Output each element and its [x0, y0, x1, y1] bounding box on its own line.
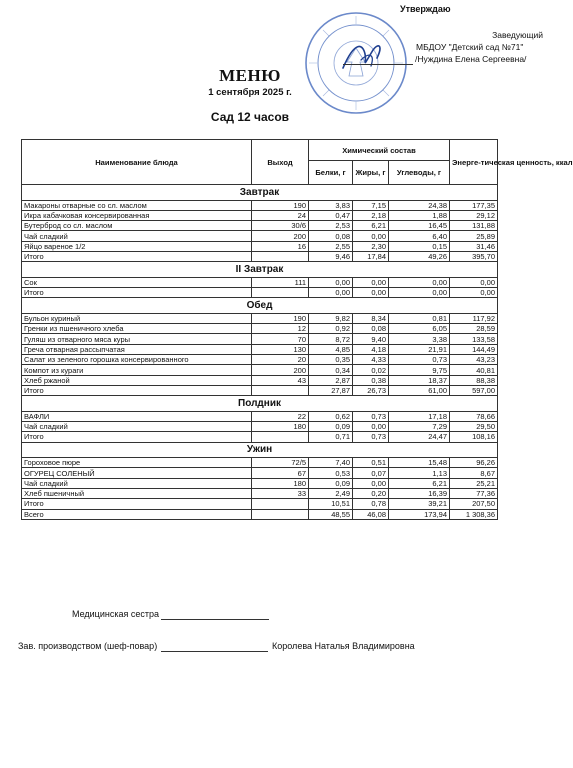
dish-carbs: 18,37 — [389, 375, 450, 385]
page-title: МЕНЮ — [219, 66, 281, 85]
grand-total-protein: 48,55 — [309, 509, 353, 519]
dish-energy: 29,12 — [450, 210, 498, 220]
dish-name: ОГУРЕЦ СОЛЕНЫЙ — [22, 468, 252, 478]
section-header-row — [22, 442, 498, 458]
dish-fat: 0,38 — [353, 375, 389, 385]
dish-protein: 0,09 — [309, 478, 353, 488]
table-row — [22, 478, 498, 488]
dish-energy: 117,92 — [450, 313, 498, 323]
dish-protein: 2,53 — [309, 221, 353, 231]
table-row — [22, 200, 498, 210]
dish-fat: 0,00 — [353, 231, 389, 241]
table-row — [22, 422, 498, 432]
dish-output: 22 — [252, 411, 309, 421]
dish-output: 190 — [252, 313, 309, 323]
total-protein: 0,00 — [309, 288, 353, 298]
dish-carbs: 0,00 — [389, 277, 450, 287]
dish-protein: 7,40 — [309, 458, 353, 468]
total-label: Итого — [22, 499, 252, 509]
dish-output: 30/6 — [252, 221, 309, 231]
dish-carbs: 21,91 — [389, 344, 450, 354]
dish-protein: 8,72 — [309, 334, 353, 344]
approval-position: Заведующий — [492, 30, 543, 40]
col-fat-header: Жиры, г — [353, 161, 389, 185]
nurse-signature-line — [161, 619, 269, 620]
dish-fat: 9,40 — [353, 334, 389, 344]
dish-name: Гороховое пюре — [22, 458, 252, 468]
total-carbs: 61,00 — [389, 385, 450, 395]
table-row — [22, 313, 498, 323]
dish-energy: 0,00 — [450, 277, 498, 287]
table-row — [22, 344, 498, 354]
dish-name: Яйцо вареное 1/2 — [22, 241, 252, 251]
dish-name: Икра кабачковая консервированная — [22, 210, 252, 220]
dish-carbs: 0,81 — [389, 313, 450, 323]
total-output — [252, 251, 309, 261]
dish-carbs: 1,13 — [389, 468, 450, 478]
dish-protein: 2,55 — [309, 241, 353, 251]
approval-name: /Нуждина Елена Сергеевна/ — [415, 54, 527, 64]
dish-energy: 25,21 — [450, 478, 498, 488]
dish-carbs: 6,40 — [389, 231, 450, 241]
chef-label: Зав. производством (шеф-повар) — [18, 641, 158, 651]
dish-fat: 0,00 — [353, 422, 389, 432]
section-total-row — [22, 385, 498, 395]
dish-fat: 6,21 — [353, 221, 389, 231]
grand-total-carbs: 173,94 — [389, 509, 450, 519]
section-total-row — [22, 432, 498, 442]
dish-carbs: 16,39 — [389, 489, 450, 499]
dish-fat: 0,02 — [353, 365, 389, 375]
dish-name: Гренки из пшеничного хлеба — [22, 324, 252, 334]
section-header-row — [22, 396, 498, 412]
dish-fat: 2,18 — [353, 210, 389, 220]
dish-carbs: 1,88 — [389, 210, 450, 220]
dish-energy: 31,46 — [450, 241, 498, 251]
dish-energy: 177,35 — [450, 200, 498, 210]
total-label: Итого — [22, 385, 252, 395]
total-energy: 0,00 — [450, 288, 498, 298]
dish-fat: 0,20 — [353, 489, 389, 499]
dish-output: 20 — [252, 355, 309, 365]
nurse-label: Медицинская сестра — [72, 609, 159, 619]
dish-carbs: 7,29 — [389, 422, 450, 432]
total-carbs: 49,26 — [389, 251, 450, 261]
dish-energy: 28,59 — [450, 324, 498, 334]
dish-name: Сок — [22, 277, 252, 287]
dish-name: Чай сладкий — [22, 231, 252, 241]
total-fat: 0,73 — [353, 432, 389, 442]
total-carbs: 39,21 — [389, 499, 450, 509]
dish-energy: 96,26 — [450, 458, 498, 468]
dish-output: 72/5 — [252, 458, 309, 468]
total-fat: 0,78 — [353, 499, 389, 509]
dish-protein: 4,85 — [309, 344, 353, 354]
dish-carbs: 16,45 — [389, 221, 450, 231]
total-protein: 27,87 — [309, 385, 353, 395]
total-carbs: 0,00 — [389, 288, 450, 298]
dish-name: Макароны отварные со сл. маслом — [22, 200, 252, 210]
dish-protein: 0,53 — [309, 468, 353, 478]
dish-name: Гуляш из отварного мяса куры — [22, 334, 252, 344]
dish-protein: 9,82 — [309, 313, 353, 323]
section-title: Ужин — [22, 442, 498, 458]
total-fat: 26,73 — [353, 385, 389, 395]
dish-energy: 40,81 — [450, 365, 498, 375]
table-row — [22, 411, 498, 421]
dish-carbs: 0,15 — [389, 241, 450, 251]
dish-name: Компот из кураги — [22, 365, 252, 375]
dish-energy: 77,36 — [450, 489, 498, 499]
dish-energy: 25,89 — [450, 231, 498, 241]
total-protein: 10,51 — [309, 499, 353, 509]
grand-total-fat: 46,08 — [353, 509, 389, 519]
dish-fat: 4,33 — [353, 355, 389, 365]
dish-energy: 133,58 — [450, 334, 498, 344]
dish-protein: 0,47 — [309, 210, 353, 220]
menu-table — [21, 139, 573, 520]
dish-carbs: 24,38 — [389, 200, 450, 210]
chef-name: Королева Наталья Владимировна — [272, 641, 415, 651]
dish-output: 24 — [252, 210, 309, 220]
dish-name: Хлеб ржаной — [22, 375, 252, 385]
dish-protein: 0,34 — [309, 365, 353, 375]
signature-line — [343, 64, 413, 65]
dish-carbs: 9,75 — [389, 365, 450, 375]
dish-output: 200 — [252, 365, 309, 375]
dish-output: 200 — [252, 231, 309, 241]
dish-protein: 2,49 — [309, 489, 353, 499]
col-chem-header: Химический состав — [309, 140, 450, 161]
section-title: II Завтрак — [22, 262, 498, 278]
table-row — [22, 277, 498, 287]
dish-output: 67 — [252, 468, 309, 478]
total-protein: 9,46 — [309, 251, 353, 261]
dish-output: 12 — [252, 324, 309, 334]
dish-name: Бутерброд со сл. маслом — [22, 221, 252, 231]
menu-table-body — [22, 185, 498, 520]
total-label: Итого — [22, 432, 252, 442]
dish-fat: 0,08 — [353, 324, 389, 334]
section-title: Полдник — [22, 396, 498, 412]
dish-energy: 43,23 — [450, 355, 498, 365]
organization-stamp — [303, 10, 409, 116]
col-protein-header: Белки, г — [309, 161, 353, 185]
total-energy: 108,16 — [450, 432, 498, 442]
dish-energy: 29,50 — [450, 422, 498, 432]
dish-carbs: 6,21 — [389, 478, 450, 488]
menu-date: 1 сентября 2025 г. — [208, 87, 292, 98]
dish-fat: 2,30 — [353, 241, 389, 251]
table-row — [22, 221, 498, 231]
dish-protein: 0,00 — [309, 277, 353, 287]
section-header-row — [22, 185, 498, 201]
dish-fat: 0,07 — [353, 468, 389, 478]
dish-name: ВАФЛИ — [22, 411, 252, 421]
dish-name: Хлеб пшеничный — [22, 489, 252, 499]
dish-protein: 0,09 — [309, 422, 353, 432]
dish-protein: 0,08 — [309, 231, 353, 241]
grand-total-row — [22, 509, 498, 519]
dish-output: 33 — [252, 489, 309, 499]
col-dish-header: Наименование блюда — [22, 140, 252, 185]
dish-energy: 144,49 — [450, 344, 498, 354]
menu-group: Сад 12 часов — [210, 110, 290, 124]
dish-carbs: 0,73 — [389, 355, 450, 365]
table-row — [22, 210, 498, 220]
dish-protein: 2,87 — [309, 375, 353, 385]
dish-carbs: 3,38 — [389, 334, 450, 344]
dish-output: 190 — [252, 200, 309, 210]
table-row — [22, 324, 498, 334]
approval-organization: МБДОУ "Детский сад №71" — [416, 42, 524, 52]
dish-fat: 7,15 — [353, 200, 389, 210]
grand-total-label: Всего — [22, 509, 252, 519]
total-fat: 0,00 — [353, 288, 389, 298]
dish-fat: 8,34 — [353, 313, 389, 323]
dish-name: Чай сладкий — [22, 422, 252, 432]
dish-fat: 0,73 — [353, 411, 389, 421]
table-row — [22, 489, 498, 499]
total-label: Итого — [22, 251, 252, 261]
table-row — [22, 355, 498, 365]
total-output — [252, 288, 309, 298]
dish-carbs: 17,18 — [389, 411, 450, 421]
dish-fat: 0,51 — [353, 458, 389, 468]
dish-energy: 131,88 — [450, 221, 498, 231]
dish-name: Бульон куриный — [22, 313, 252, 323]
table-row — [22, 458, 498, 468]
section-header-row — [22, 262, 498, 278]
section-header-row — [22, 298, 498, 314]
dish-energy: 8,67 — [450, 468, 498, 478]
section-total-row — [22, 499, 498, 509]
dish-output: 130 — [252, 344, 309, 354]
total-carbs: 24,47 — [389, 432, 450, 442]
dish-protein: 0,35 — [309, 355, 353, 365]
dish-output: 70 — [252, 334, 309, 344]
dish-fat: 4,18 — [353, 344, 389, 354]
total-output — [252, 499, 309, 509]
table-row — [22, 375, 498, 385]
total-label: Итого — [22, 288, 252, 298]
dish-name: Греча отварная рассыпчатая — [22, 344, 252, 354]
section-total-row — [22, 288, 498, 298]
section-title: Обед — [22, 298, 498, 314]
table-row — [22, 365, 498, 375]
dish-fat: 0,00 — [353, 478, 389, 488]
dish-carbs: 6,05 — [389, 324, 450, 334]
dish-output: 111 — [252, 277, 309, 287]
dish-name: Салат из зеленого горошка консервированного — [22, 355, 252, 365]
grand-total-output — [252, 509, 309, 519]
dish-energy: 78,66 — [450, 411, 498, 421]
table-row — [22, 231, 498, 241]
dish-name: Чай сладкий — [22, 478, 252, 488]
section-total-row — [22, 251, 498, 261]
total-output — [252, 432, 309, 442]
table-row — [22, 241, 498, 251]
col-output-header: Выход — [252, 140, 309, 185]
total-energy: 597,00 — [450, 385, 498, 395]
total-output — [252, 385, 309, 395]
total-fat: 17,84 — [353, 251, 389, 261]
approval-title: Утверждаю — [400, 4, 451, 14]
grand-total-energy: 1 308,36 — [450, 509, 498, 519]
col-carbs-header: Углеводы, г — [389, 161, 450, 185]
dish-protein: 0,92 — [309, 324, 353, 334]
total-protein: 0,71 — [309, 432, 353, 442]
table-row — [22, 334, 498, 344]
dish-protein: 0,62 — [309, 411, 353, 421]
dish-protein: 3,83 — [309, 200, 353, 210]
total-energy: 395,70 — [450, 251, 498, 261]
col-energy-header: Энерге-тическая ценность, ккал — [450, 140, 498, 185]
dish-carbs: 15,48 — [389, 458, 450, 468]
dish-output: 180 — [252, 478, 309, 488]
dish-output: 16 — [252, 241, 309, 251]
dish-fat: 0,00 — [353, 277, 389, 287]
table-row — [22, 468, 498, 478]
total-energy: 207,50 — [450, 499, 498, 509]
chef-signature-line — [161, 651, 268, 652]
dish-energy: 88,38 — [450, 375, 498, 385]
section-title: Завтрак — [22, 185, 498, 201]
dish-output: 43 — [252, 375, 309, 385]
dish-output: 180 — [252, 422, 309, 432]
